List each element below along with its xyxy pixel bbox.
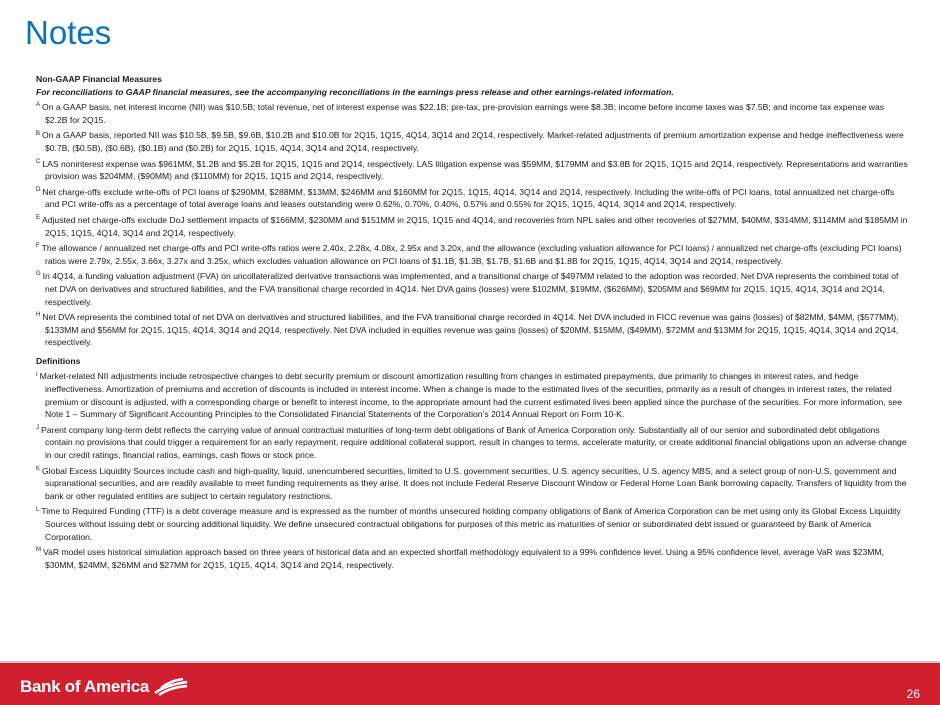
note-text: LAS noninterest expense was $961MM, $1.2B and $5.2B for 2Q15, 1Q15 and 2Q14, respectively. LAS litigation expense was $59MM, $179MM and $3.8B for 2Q15, 1Q15 and 2Q14, respectively. Representations and warranties provision was $204MM, ($90MM) and ($110MM) for 2Q15, 1Q15 and 2Q14, respectively.	[42, 158, 908, 182]
note-text: Net charge-offs exclude write-offs of PCI loans of $290MM, $288MM, $13MM, $246MM and $160MM for 2Q15, 1Q15, 4Q14, 3Q14 and 2Q14, respectively. Including the write-offs of PCI loans, total annualized net charge-offs and PCI write-offs as a percentage of total average loans and leases outstanding were 0.62%, 0.70%, 0.40%, 0.57% and 0.55% for 2Q15, 1Q15, 4Q14, 3Q14 and 2Q14, respectively.	[42, 186, 895, 210]
note-b	[36, 129, 908, 154]
note-marker: G	[36, 271, 41, 278]
notes-list	[36, 101, 908, 349]
note-marker: E	[36, 215, 41, 222]
note-marker: L	[36, 506, 40, 513]
note-e	[36, 214, 908, 239]
note-marker: I	[36, 371, 38, 378]
note-text: Net DVA represents the combined total of net DVA on derivatives and structured liabilities, and the FVA transitional charge recorded in 4Q14. Net DVA included in FICC revenue was gains (losses) of $82MM, $4MM, ($577MM), $133MM and $56MM for 2Q15, 1Q15, 4Q14, 3Q14 and 2Q14, respectively. Net DVA included in equities revenue was gains (losses) of $20MM, $15MM, ($49MM), $72MM and $13MM for 2Q15, 1Q15, 4Q14, 3Q14 and 2Q14, respectively.	[42, 312, 899, 348]
section-subheading-reconciliations: For reconciliations to GAAP financial measures, see the accompanying reconciliations in the earnings press release and other earnings-related information.	[36, 86, 674, 97]
section-heading-definitions: Definitions	[36, 355, 81, 366]
note-marker: J	[36, 424, 39, 431]
definition-m	[36, 546, 908, 571]
note-text: The allowance / annualized net charge-offs and PCI write-offs ratios were 2.40x, 2.28x, 4.08x, 2.95x and 3.20x, and the allowance (excluding valuation allowance for PCI loans) / annualized net charge-offs (excluding PCI loans) ratios were 2.79x, 2.55x, 3.66x, 3.27x and 3.25x, which excludes valuation allowance on PCI loans of $1.1B, $1.3B, $1.7B, $1.6B and $1.8B for 2Q15, 1Q15, 4Q14, 3Q14 and 2Q14, respectively.	[41, 243, 902, 266]
note-c	[36, 158, 908, 183]
definition-i	[36, 370, 908, 420]
footer-bar	[0, 663, 940, 705]
note-text: On a GAAP basis, reported NII was $10.5B, $9.5B, $9.6B, $10.2B and $10.0B for 2Q15, 1Q15, 4Q14, 3Q14 and 2Q14, respectively. Market-related adjustments of premium amortization expense and hedge ineffectiveness were $0.7B, ($0.5B), ($0.6B), ($0.1B) and ($0.2B) for 2Q15, 1Q15, 4Q14, 3Q14 and 2Q14, respectively.	[42, 130, 904, 153]
note-marker: C	[36, 158, 41, 165]
note-text: In 4Q14, a funding valuation adjustment (FVA) on uncollateralized derivative transactions was implemented, and a transitional charge of $497MM related to the adoption was recorded. Net DVA represents the combined total of net DVA on derivatives and structured liabilities, and the FVA transitional charge recorded in 4Q14. Net DVA gains (losses) were $102MM, $19MM, ($626MM), $205MM and $69MM for 2Q15, 1Q15, 4Q14, 3Q14 and 2Q14, respectively.	[42, 271, 899, 307]
bank-of-america-logo	[20, 677, 189, 697]
note-marker: K	[36, 465, 41, 472]
page-title: Notes	[25, 14, 112, 51]
note-marker: B	[36, 130, 41, 137]
note-marker: F	[36, 243, 40, 250]
bank-of-america-flag-icon	[153, 678, 189, 696]
section-heading-non-gaap: Non-GAAP Financial Measures	[36, 74, 162, 84]
note-marker: H	[36, 312, 41, 319]
notes-content	[36, 73, 908, 574]
note-text: Parent company long-term debt reflects the carrying value of annual contractual maturities of long-term debt obligations of Bank of America Corporation only. Substantially all of our senior and subordinated debt obligations contain no provisions that could trigger a requirement for an early repayment, require additional collateral support, result in changes to terms, accelerate maturity, or create additional financial obligations upon an adverse change in our credit ratings, financial ratios, earnings, cash flows or stock price.	[41, 424, 907, 461]
definition-k	[36, 465, 908, 503]
note-marker: A	[36, 102, 41, 109]
note-text: On a GAAP basis, net interest income (NII) was $10.5B; total revenue, net of interest expense was $22.1B; pre-tax, pre-provision earnings were $8.3B; income before income taxes was $7.5B; and income tax expense was $2.2B for 2Q15.	[42, 102, 885, 125]
definition-j	[36, 424, 908, 462]
page-number: 26	[906, 687, 920, 701]
note-g	[36, 270, 908, 308]
note-text: VaR model uses historical simulation approach based on three years of historical data and an expected shortfall methodology equivalent to a 99% confidence level. Using a 95% confidence level, average VaR was $23MM, $30MM, $24MM, $26MM and $27MM for 2Q15, 1Q15, 4Q14, 3Q14 and 2Q14, respectively.	[43, 547, 884, 570]
note-d	[36, 186, 908, 211]
note-text: Market-related NII adjustments include retrospective changes to debt security premium or discount amortization resulting from changes in estimated prepayments, due primarily to changes in interest rates, and hedge ineffectiveness. Amortization of premiums and accretion of discounts is included in interest income. When a change is made to the estimated lives of the securities, primarily as a result of changes in interest rates, the related premium or discount is adjusted, with a corresponding charge or benefit to interest income, to the appropriate amount had the current estimated lives been applied since the purchase of the securities. For more information, see Note 1 – Summary of Significant Accounting Principles to the Consolidated Financial Statements of the Corporation’s 2014 Annual Report on Form 10-K.	[39, 371, 902, 420]
note-text: Adjusted net charge-offs exclude DoJ settlement impacts of $166MM, $230MM and $151MM in 2Q15, 1Q15 and 4Q14, and recoveries from NPL sales and other recoveries of $27MM, $40MM, $314MM, $114MM and $185MM in 2Q15, 1Q15, 4Q14, 3Q14 and 2Q14, respectively.	[42, 214, 908, 238]
note-a	[36, 101, 908, 126]
note-marker: M	[36, 547, 41, 554]
note-text: Time to Required Funding (TTF) is a debt coverage measure and is expressed as the number of months unsecured holding company obligations of Bank of America Corporation can be met using only its Global Excess Liquidity Sources without issuing debt or sourcing additional liquidity. We define unsecured contractual obligations for purposes of this metric as maturities of senior or subordinated debt issued or guaranteed by Bank of America Corporation.	[41, 506, 901, 542]
definitions-list	[36, 370, 908, 571]
logo-text: Bank of America	[20, 677, 150, 696]
note-marker: D	[36, 186, 41, 193]
definition-l	[36, 505, 908, 543]
note-text: Global Excess Liquidity Sources include cash and high-quality, liquid, unencumbered securities, limited to U.S. government securities, U.S. agency securities, U.S. agency MBS, and a select group of non-U.S. government and supranational securities, and are readily available to meet funding requirements as they arise. It does not include Federal Reserve Discount Window or Federal Home Loan Bank borrowing capacity. Transfers of liquidity from the bank or other regulated entities are subject to certain regulatory restrictions.	[42, 465, 907, 501]
note-f	[36, 242, 908, 267]
note-h	[36, 311, 908, 349]
